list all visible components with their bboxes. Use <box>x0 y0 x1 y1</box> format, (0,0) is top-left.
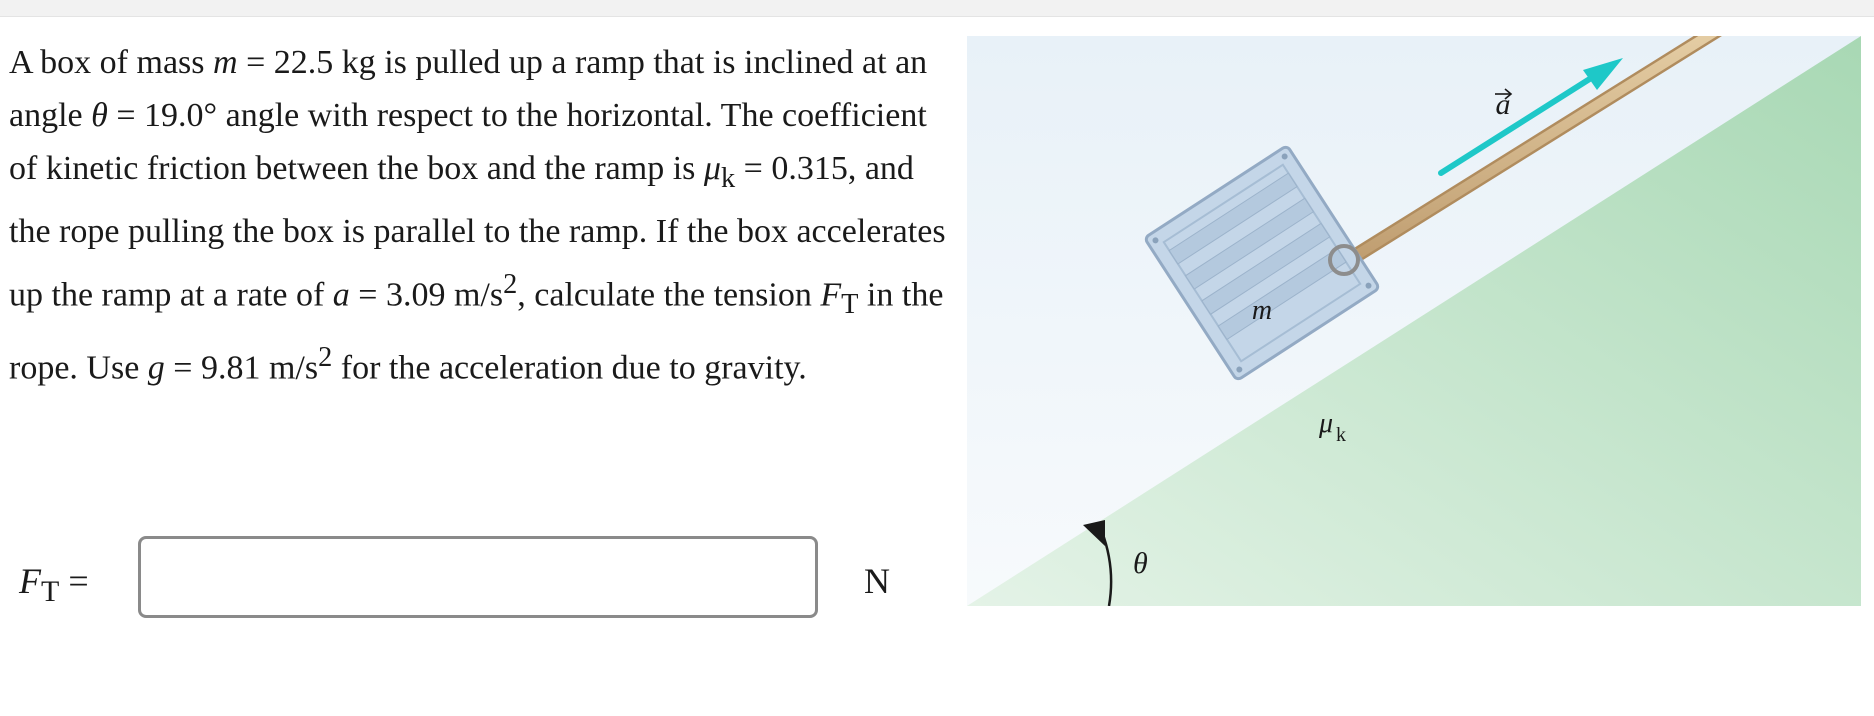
squared-exponent: 2 <box>503 268 518 300</box>
mass-symbol: m <box>213 44 238 81</box>
squared-exponent: 2 <box>318 341 333 373</box>
problem-text-part: = 22.5 kg is pulled up a ramp that is inclined at an angle <box>9 44 928 134</box>
problem-text-part: , calculate the tension <box>517 276 821 314</box>
answer-label-equals: = <box>59 561 89 601</box>
mu-symbol: μ <box>703 150 721 187</box>
acceleration-symbol: a <box>332 276 350 314</box>
problem-text-part: = 9.81 m/s <box>164 349 319 387</box>
problem-text-part: for the acceleration due to gravity. <box>332 349 807 387</box>
answer-label-subscript: T <box>41 575 60 609</box>
answer-label <box>19 560 89 609</box>
answer-row <box>0 536 960 626</box>
problem-text-part: = 0.315, and the rope pulling the box is parallel to the ramp. If the box accelerates up the ramp at a rate of <box>9 150 946 314</box>
problem-text-part: in the rope. Use <box>9 276 944 387</box>
tension-answer-input[interactable] <box>138 536 818 618</box>
angle-label: θ <box>1133 547 1148 580</box>
problem-text-part: = 3.09 m/s <box>349 276 504 314</box>
mu-subscript: k <box>720 162 736 194</box>
ramp-figure <box>967 36 1861 606</box>
gravity-symbol: g <box>147 349 165 387</box>
theta-symbol: θ <box>91 97 108 134</box>
top-bar <box>0 0 1874 17</box>
tension-subscript: T <box>841 288 859 320</box>
problem-text-part: = 19.0° angle with respect to the horizontal. The coefficient of kinetic friction between the box and the ramp is <box>9 97 927 187</box>
problem-text-part: A box of mass <box>9 44 213 81</box>
problem-text <box>9 36 959 394</box>
box-mass-label: m <box>1251 295 1273 326</box>
friction-label: μ <box>1319 408 1334 439</box>
answer-label-symbol: F <box>19 561 41 601</box>
answer-unit: N <box>864 561 890 601</box>
acceleration-label: a <box>1495 88 1511 121</box>
tension-symbol: F <box>820 276 842 314</box>
friction-subscript: k <box>1336 424 1346 446</box>
problem-statement <box>9 36 959 394</box>
